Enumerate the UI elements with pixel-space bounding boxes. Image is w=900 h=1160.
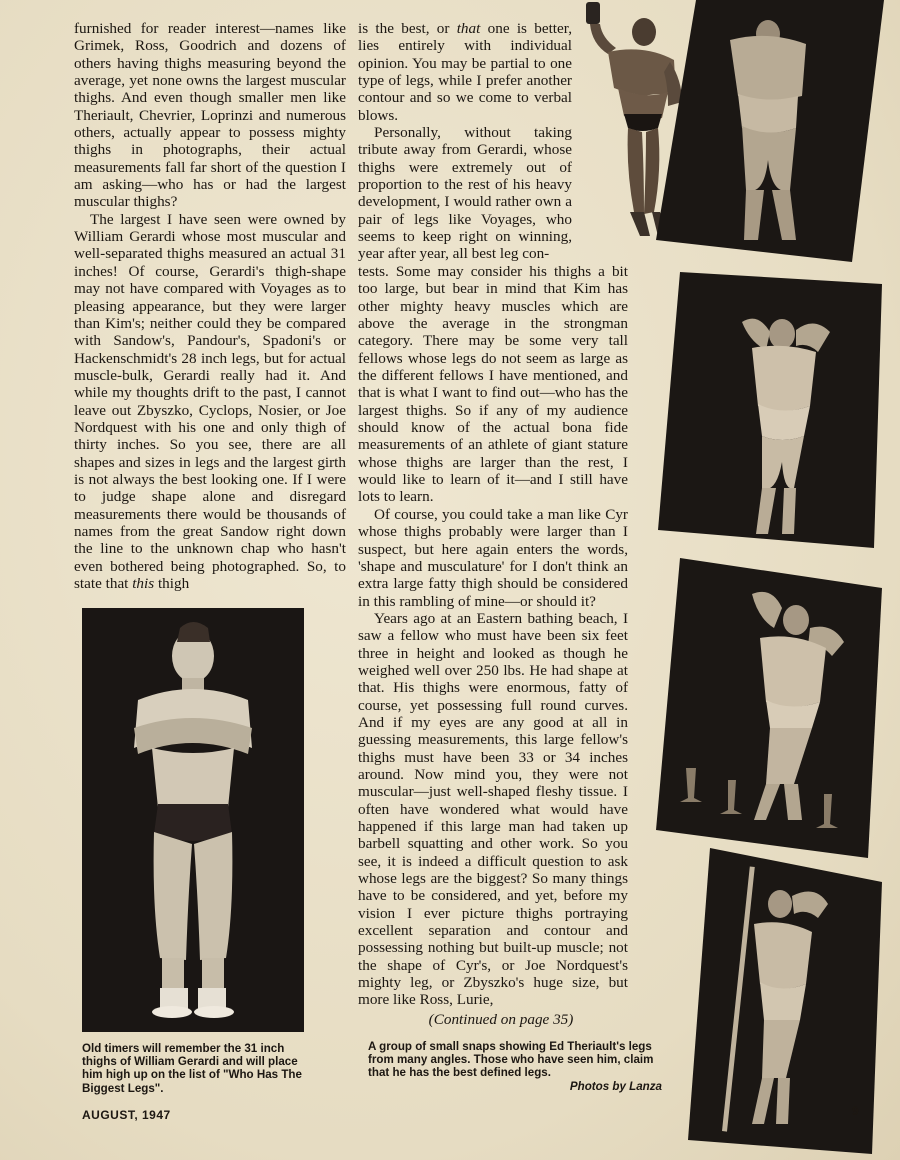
theriault-front-figure <box>658 272 882 548</box>
footer-date: AUGUST, 1947 <box>82 1108 171 1122</box>
theriault-trophies-figure <box>656 558 882 858</box>
article-paragraph: The largest I have seen were owned by William Gerardi whose most muscular and well-separated thighs measured an actual 31 inches! Of course, Gerardi's thigh-shape may not have compared with Voyages as to pleasing appearance, but they were larger than Kim's; neither could they be compared with Sandow's, Pandour's, Spadoni's or Hackenschmidt's 28 inch legs, but for actual muscle-bulk, Gerardi really had it. And while my thoughts drift to the past, I cannot leave out Zbyszko, Cyclops, Nosier, or Joe Nordquest with his one and only thigh of thirty inches. So you see, there are all shapes and sizes in legs and the largest girth is not always the best looking one. If I were to judge shape alone and disregard measurements there would be thousands of names from the great Sandow right down the line to the unknown chap who hasn't even bothered being photographed. So, to state that this thigh <box>74 210 346 592</box>
article-column-left <box>74 20 346 592</box>
article-column-middle <box>358 263 628 1028</box>
page-number: 9 <box>852 1104 859 1118</box>
gerardi-figure <box>82 608 304 1032</box>
group-caption-text: A group of small snaps showing Ed Theriault's legs from many angles. Those who have seen him, claim that he has the best defined legs. <box>368 1040 654 1080</box>
article-paragraph: tests. Some may consider his thighs a bit too large, but bear in mind that Kim has other mighty heavy muscles which are above the average in the strongman category. There may be some very tall fellows whose legs do not seem as large as the different fellows I have mentioned, and that is what I want to find out—who has the largest thighs. So if any of my audience should know of the actual bona fide measurements of an athlete of giant stature whose thighs are larger than the rest, I would like to learn of it—and I still have lots to learn. <box>358 263 628 506</box>
article-paragraph: Of course, you could take a man like Cyr whose thighs probably were larger than I suspect, but here again enters the words, 'shape and musculature' for I don't think an extra large fatty thigh should be considered in this rambling of mine—or should it? <box>358 505 628 610</box>
group-caption <box>368 1040 662 1093</box>
continued-note: (Continued on page 35) <box>428 1010 574 1028</box>
article-column-middle-top <box>358 20 572 263</box>
article-paragraph: Personally, without taking tribute away from Gerardi, whose thighs were extremely out of proportion to the rest of his heavy development, I would rather own a pair of legs like Voyages, who seems to keep right on winning, year after year, all best leg con- <box>358 124 572 263</box>
article-paragraph: is the best, or that one is better, lies entirely with individual opinion. You may be partial to one type of legs, while I prefer another contour and so we come to verbal blows. <box>358 20 572 124</box>
photo-credit: Photos by Lanza <box>569 1079 662 1093</box>
article-paragraph: Years ago at an Eastern bathing beach, I saw a fellow who must have been six feet three in height and looked as though he weighed well over 250 lbs. He had shape at that. His thighs were enormous, fatty of course, yet possessing full round curves. And if my eyes are any good at all in guessing measurements, this large fellow's thighs must have been 33 or 34 inches around. Now mind you, they were not muscular—just well-shaped fleshy tissue. I often have wondered what would have happened if this large man had taken up barbell squatting and other work. So you see, it is indeed a difficult question to ask whose legs are the biggest? So many things have to be considered, and yet, before my vision I ever picture thighs portraying excellent separation and contour and possessing nothing but built-up muscle; not the shape of Cyr's, or Joe Nordquest's mighty leg, or Zbyszko's huge size, but more like Ross, Lurie, <box>358 609 628 1009</box>
gerardi-photo <box>82 608 304 1032</box>
theriault-back-figure <box>656 0 884 262</box>
gerardi-caption: Old timers will remember the 31 inch thighs of William Gerardi and will place him high up on the list of "Who Has The Biggest Legs". <box>82 1042 302 1095</box>
theriault-photo-front-biceps <box>658 272 882 548</box>
article-paragraph: furnished for reader interest—names like Grimek, Ross, Goodrich and dozens of others having thighs measuring beyond the average, yet none owns the largest muscular thighs. And even though smaller men like Theriault, Chevrier, Loprinzi and numerous others, actually appear to possess mighty thighs in photographs, their actual measurements fall far short of the question I am asking—who has or had the largest muscular thighs? <box>74 20 346 211</box>
theriault-photo-trophies <box>656 558 882 858</box>
theriault-photo-back <box>656 0 884 262</box>
